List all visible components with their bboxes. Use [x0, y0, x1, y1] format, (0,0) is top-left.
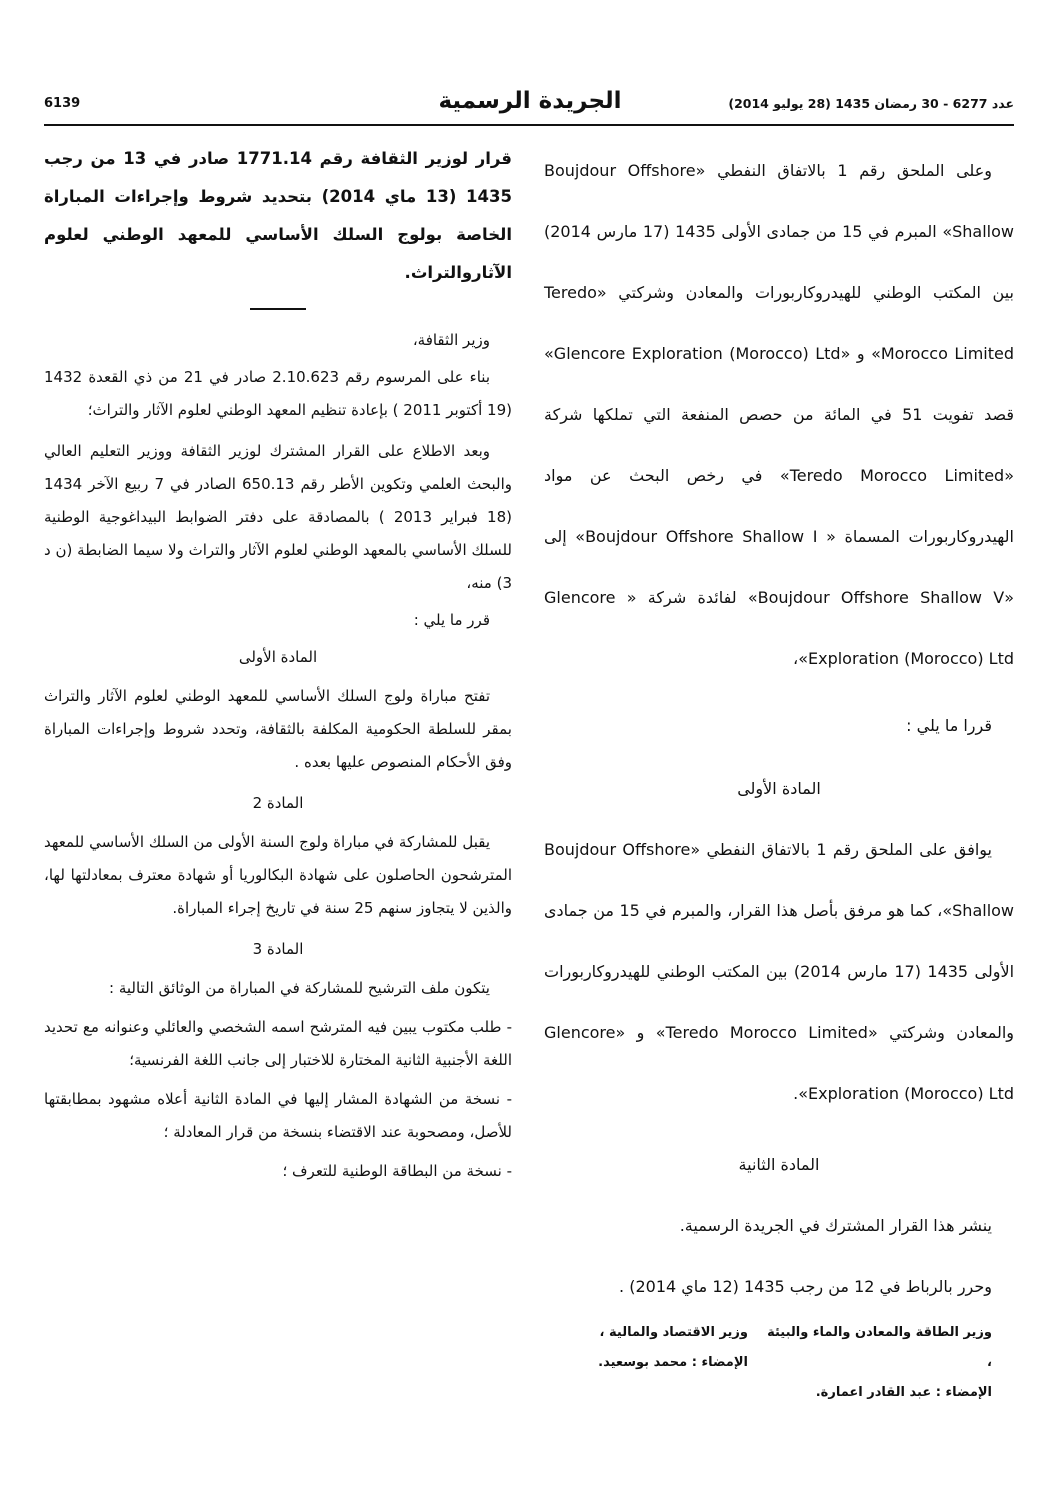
article-3-intro: يتكون ملف الترشيح للمشاركة في المباراة من الوثائق التالية :	[109, 979, 490, 997]
article-1-text: تفتح مباراة ولوج السلك الأساسي للمعهد الوطني لعلوم الآثار والتراث بمقر للسلطة الحكومية المكلفة بالثقافة، وتحدد شروط وإجراءات المباراة وفق الأحكام المنصوص عليها بعده .	[44, 687, 512, 771]
issue-info: عدد 6277 - 30 رمضان 1435 (28 يوليو 2014)	[728, 96, 1014, 111]
article-1-heading: المادة الأولى	[238, 648, 318, 666]
title-separator	[250, 308, 306, 310]
page-number: 6139	[44, 96, 81, 111]
signature-block-energy-minister	[762, 1318, 992, 1408]
article-1-heading: المادة الأولى	[737, 779, 821, 798]
journal-title: الجريدة الرسمية	[438, 88, 622, 114]
minister-2-signature: الإمضاء : محمد بوسعيد.	[598, 1355, 748, 1370]
minister-1-signature: الإمضاء : عبد القادر اعمارة.	[815, 1385, 992, 1400]
article-1-text: يوافق على الملحق رقم 1 بالاتفاق النفطي «Boujdour Offshore Shallow»، كما هو مرفق بأصل هذا القرار، والمبرم في 15 من جمادى الأولى 1435 (17 مارس 2014) بين المكتب الوطني للهيدروكاربورات والمعادن وشركتي «Teredo Morocco Limited» و «Glencore Exploration (Morocco) Ltd».	[544, 840, 1015, 1103]
minister-1-title: وزير الطاقة والمعادن والماء والبيئة ،	[767, 1325, 992, 1370]
article-2-heading: المادة الثانية	[738, 1155, 820, 1174]
preamble-2: وبعد الاطلاع على القرار المشترك لوزير الثقافة ووزير التعليم العالي والبحث العلمي وتكوين الأطر رقم 650.13 الصادر في 7 ربيع الآخر 1434 (18 فبراير 2013 ) بالمصادقة على دفتر الضوابط البيداغوجية الوطنية للسلك الأساسي بالمعهد الوطني لعلوم الآثار والتراث ولا سيما الضابطة (ن د 3) منه،	[44, 442, 512, 592]
left-column	[44, 140, 512, 1440]
decided-line: قررا ما يلي :	[906, 716, 992, 735]
decided-line: قرر ما يلي :	[413, 611, 490, 629]
minister-line: وزير الثقافة،	[412, 331, 490, 349]
decree-title: قرار لوزير الثقافة رقم 1771.14 صادر في 13 من رجب 1435 (13 ماي 2014) بتحديد شروط وإجراءات المباراة الخاصة بولوج السلك الأساسي للمعهد الوطني لعلوم الآثاروالتراث.	[44, 149, 512, 282]
article-2-text: يقبل للمشاركة في مباراة ولوج السنة الأولى من السلك الأساسي للمعهد المترشحون الحاصلون على شهادة البكالوريا أو شهادة معترف بمعادلتها لها، والذين لا يتجاوز سنهم 25 سنة في تاريخ إجراء المباراة.	[44, 833, 512, 917]
document-item-3: - نسخة من البطاقة الوطنية للتعرف ؛	[282, 1162, 512, 1180]
article-2-heading: المادة 2	[252, 794, 304, 812]
preamble-1: بناء على المرسوم رقم 2.10.623 صادر في 21 من ذي القعدة 1432 (19 أكتوبر 2011 ) بإعادة تنظيم المعهد الوطني لعلوم الآثار والتراث؛	[44, 368, 512, 419]
preamble-paragraph: وعلى الملحق رقم 1 بالاتفاق النفطي «Boujdour Offshore Shallow» المبرم في 15 من جمادى الأولى 1435 (17 مارس 2014) بين المكتب الوطني للهيدروكاربورات والمعادن وشركتي «Teredo Morocco Limited» و «Glencore Exploration (Morocco) Ltd» قصد تفويت 51 في المائة من حصص المنفعة التي تملكها شركة «Teredo Morocco Limited» في رخص البحث عن مواد الهيدروكاربورات المسماة « Boujdour Offshore Shallow I» إلى «Boujdour Offshore Shallow V» لفائدة شركة « Glencore Exploration (Morocco) Ltd»،	[544, 161, 1015, 668]
article-2-text: ينشر هذا القرار المشترك في الجريدة الرسمية.	[679, 1216, 992, 1235]
signature-block-finance-minister	[538, 1318, 748, 1378]
header-divider	[44, 124, 1014, 126]
done-at-line: وحرر بالرباط في 12 من رجب 1435 (12 ماي 2014) .	[619, 1277, 992, 1296]
minister-2-title: وزير الاقتصاد والمالية ،	[599, 1325, 748, 1340]
document-item-2: - نسخة من الشهادة المشار إليها في المادة الثانية أعلاه مشهود بمطابقتها للأصل، ومصحوبة عند الاقتضاء بنسخة من قرار المعادلة ؛	[44, 1090, 512, 1141]
right-column	[544, 140, 1014, 1440]
document-item-1: - طلب مكتوب يبين فيه المترشح اسمه الشخصي والعائلي وعنوانه مع تحديد اللغة الأجنبية الثانية المختارة للاختبار إلى جانب اللغة الفرنسية؛	[44, 1018, 512, 1069]
article-3-heading: المادة 3	[252, 940, 304, 958]
